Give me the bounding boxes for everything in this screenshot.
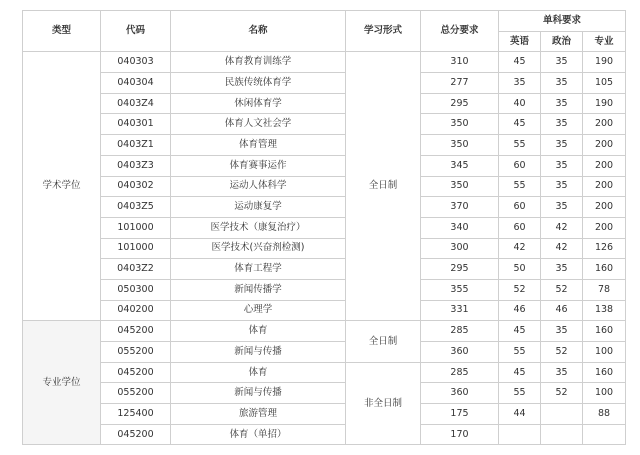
cell-code: 045200 — [101, 424, 171, 445]
cell-major: 160 — [583, 321, 626, 342]
cell-code: 050300 — [101, 279, 171, 300]
table-row — [23, 114, 626, 135]
cell-major: 200 — [583, 155, 626, 176]
cell-politics: 35 — [541, 73, 583, 94]
cell-politics: 52 — [541, 383, 583, 404]
cell-major: 160 — [583, 259, 626, 280]
table-row — [23, 279, 626, 300]
cell-english: 45 — [499, 321, 541, 342]
cell-name: 民族传统体育学 — [171, 73, 346, 94]
cell-name: 体育 — [171, 321, 346, 342]
cell-english: 45 — [499, 52, 541, 73]
table-row — [23, 259, 626, 280]
cell-code: 055200 — [101, 342, 171, 363]
cell-politics: 35 — [541, 176, 583, 197]
cell-english — [499, 424, 541, 445]
header-name: 名称 — [171, 11, 346, 52]
cell-politics: 35 — [541, 259, 583, 280]
cell-total: 277 — [421, 73, 499, 94]
cell-english: 60 — [499, 217, 541, 238]
header-english: 英语 — [499, 31, 541, 52]
cell-code: 040304 — [101, 73, 171, 94]
table-row — [23, 238, 626, 259]
header-row-1 — [23, 11, 626, 32]
cell-code: 101000 — [101, 238, 171, 259]
cell-code: 0403Z1 — [101, 135, 171, 156]
table-row — [23, 404, 626, 425]
cell-english: 55 — [499, 176, 541, 197]
score-requirements-table — [22, 10, 626, 445]
cell-name: 体育（单招） — [171, 424, 346, 445]
cell-politics: 52 — [541, 279, 583, 300]
header-study-form: 学习形式 — [346, 11, 421, 52]
study-form-academic: 全日制 — [346, 52, 421, 321]
cell-total: 350 — [421, 176, 499, 197]
cell-english: 60 — [499, 197, 541, 218]
cell-total: 345 — [421, 155, 499, 176]
cell-english: 55 — [499, 342, 541, 363]
cell-total: 340 — [421, 217, 499, 238]
cell-politics: 35 — [541, 155, 583, 176]
cell-politics: 35 — [541, 321, 583, 342]
cell-name: 体育管理 — [171, 135, 346, 156]
cell-code: 045200 — [101, 362, 171, 383]
header-single: 单科要求 — [499, 11, 626, 32]
study-form-professional-parttime: 非全日制 — [346, 362, 421, 445]
cell-english: 45 — [499, 362, 541, 383]
cell-name: 体育教育训练学 — [171, 52, 346, 73]
cell-english: 45 — [499, 114, 541, 135]
cell-code: 0403Z4 — [101, 93, 171, 114]
cell-major: 138 — [583, 300, 626, 321]
cell-code: 125400 — [101, 404, 171, 425]
cell-code: 101000 — [101, 217, 171, 238]
cell-english: 42 — [499, 238, 541, 259]
cell-total: 310 — [421, 52, 499, 73]
cell-name: 体育人文社会学 — [171, 114, 346, 135]
cell-politics: 35 — [541, 52, 583, 73]
cell-code: 040301 — [101, 114, 171, 135]
header-major: 专业 — [583, 31, 626, 52]
cell-politics — [541, 404, 583, 425]
cell-code: 0403Z5 — [101, 197, 171, 218]
cell-politics: 35 — [541, 197, 583, 218]
cell-politics: 35 — [541, 362, 583, 383]
table-row — [23, 52, 626, 73]
cell-total: 285 — [421, 362, 499, 383]
cell-major: 190 — [583, 93, 626, 114]
table-row — [23, 300, 626, 321]
cell-politics: 52 — [541, 342, 583, 363]
cell-major — [583, 424, 626, 445]
cell-english: 44 — [499, 404, 541, 425]
table-row — [23, 342, 626, 363]
cell-major: 200 — [583, 217, 626, 238]
table-row — [23, 176, 626, 197]
cell-english: 55 — [499, 383, 541, 404]
header-total: 总分要求 — [421, 11, 499, 52]
header-politics: 政治 — [541, 31, 583, 52]
cell-name: 体育 — [171, 362, 346, 383]
cell-total: 175 — [421, 404, 499, 425]
cell-code: 0403Z3 — [101, 155, 171, 176]
table-row — [23, 197, 626, 218]
cell-politics: 42 — [541, 238, 583, 259]
cell-english: 46 — [499, 300, 541, 321]
table-row — [23, 135, 626, 156]
cell-major: 88 — [583, 404, 626, 425]
header-code: 代码 — [101, 11, 171, 52]
cell-major: 100 — [583, 383, 626, 404]
cell-major: 78 — [583, 279, 626, 300]
cell-major: 160 — [583, 362, 626, 383]
table-row — [23, 73, 626, 94]
cell-code: 045200 — [101, 321, 171, 342]
cell-major: 126 — [583, 238, 626, 259]
cell-english: 60 — [499, 155, 541, 176]
cell-politics: 35 — [541, 135, 583, 156]
cell-politics: 42 — [541, 217, 583, 238]
header-type: 类型 — [23, 11, 101, 52]
table-row — [23, 321, 626, 342]
cell-politics: 35 — [541, 93, 583, 114]
cell-major: 200 — [583, 197, 626, 218]
cell-english: 52 — [499, 279, 541, 300]
cell-total: 300 — [421, 238, 499, 259]
cell-total: 355 — [421, 279, 499, 300]
cell-name: 新闻与传播 — [171, 342, 346, 363]
cell-name: 体育赛事运作 — [171, 155, 346, 176]
cell-politics — [541, 424, 583, 445]
cell-code: 040302 — [101, 176, 171, 197]
cell-total: 331 — [421, 300, 499, 321]
cell-total: 170 — [421, 424, 499, 445]
study-form-professional-fulltime: 全日制 — [346, 321, 421, 362]
cell-name: 休闲体育学 — [171, 93, 346, 114]
cell-code: 040303 — [101, 52, 171, 73]
cell-total: 285 — [421, 321, 499, 342]
cell-politics: 46 — [541, 300, 583, 321]
cell-english: 50 — [499, 259, 541, 280]
cell-name: 新闻传播学 — [171, 279, 346, 300]
cell-code: 040200 — [101, 300, 171, 321]
cell-major: 105 — [583, 73, 626, 94]
cell-major: 200 — [583, 176, 626, 197]
cell-english: 40 — [499, 93, 541, 114]
cell-total: 350 — [421, 135, 499, 156]
cell-name: 新闻与传播 — [171, 383, 346, 404]
table-row — [23, 362, 626, 383]
cell-name: 运动人体科学 — [171, 176, 346, 197]
group-type-professional: 专业学位 — [23, 321, 101, 445]
cell-english: 55 — [499, 135, 541, 156]
cell-code: 0403Z2 — [101, 259, 171, 280]
cell-code: 055200 — [101, 383, 171, 404]
cell-total: 350 — [421, 114, 499, 135]
cell-total: 370 — [421, 197, 499, 218]
cell-name: 旅游管理 — [171, 404, 346, 425]
table-row — [23, 93, 626, 114]
cell-total: 295 — [421, 259, 499, 280]
cell-major: 190 — [583, 52, 626, 73]
cell-major: 200 — [583, 114, 626, 135]
cell-name: 医学技术（康复治疗） — [171, 217, 346, 238]
cell-politics: 35 — [541, 114, 583, 135]
cell-major: 100 — [583, 342, 626, 363]
cell-name: 体育工程学 — [171, 259, 346, 280]
table-row — [23, 424, 626, 445]
cell-total: 295 — [421, 93, 499, 114]
table-row — [23, 383, 626, 404]
table-row — [23, 217, 626, 238]
cell-major: 200 — [583, 135, 626, 156]
cell-total: 360 — [421, 383, 499, 404]
cell-english: 35 — [499, 73, 541, 94]
group-type-academic: 学术学位 — [23, 52, 101, 321]
cell-name: 心理学 — [171, 300, 346, 321]
cell-name: 运动康复学 — [171, 197, 346, 218]
cell-name: 医学技术(兴奋剂检测) — [171, 238, 346, 259]
table-row — [23, 155, 626, 176]
cell-total: 360 — [421, 342, 499, 363]
